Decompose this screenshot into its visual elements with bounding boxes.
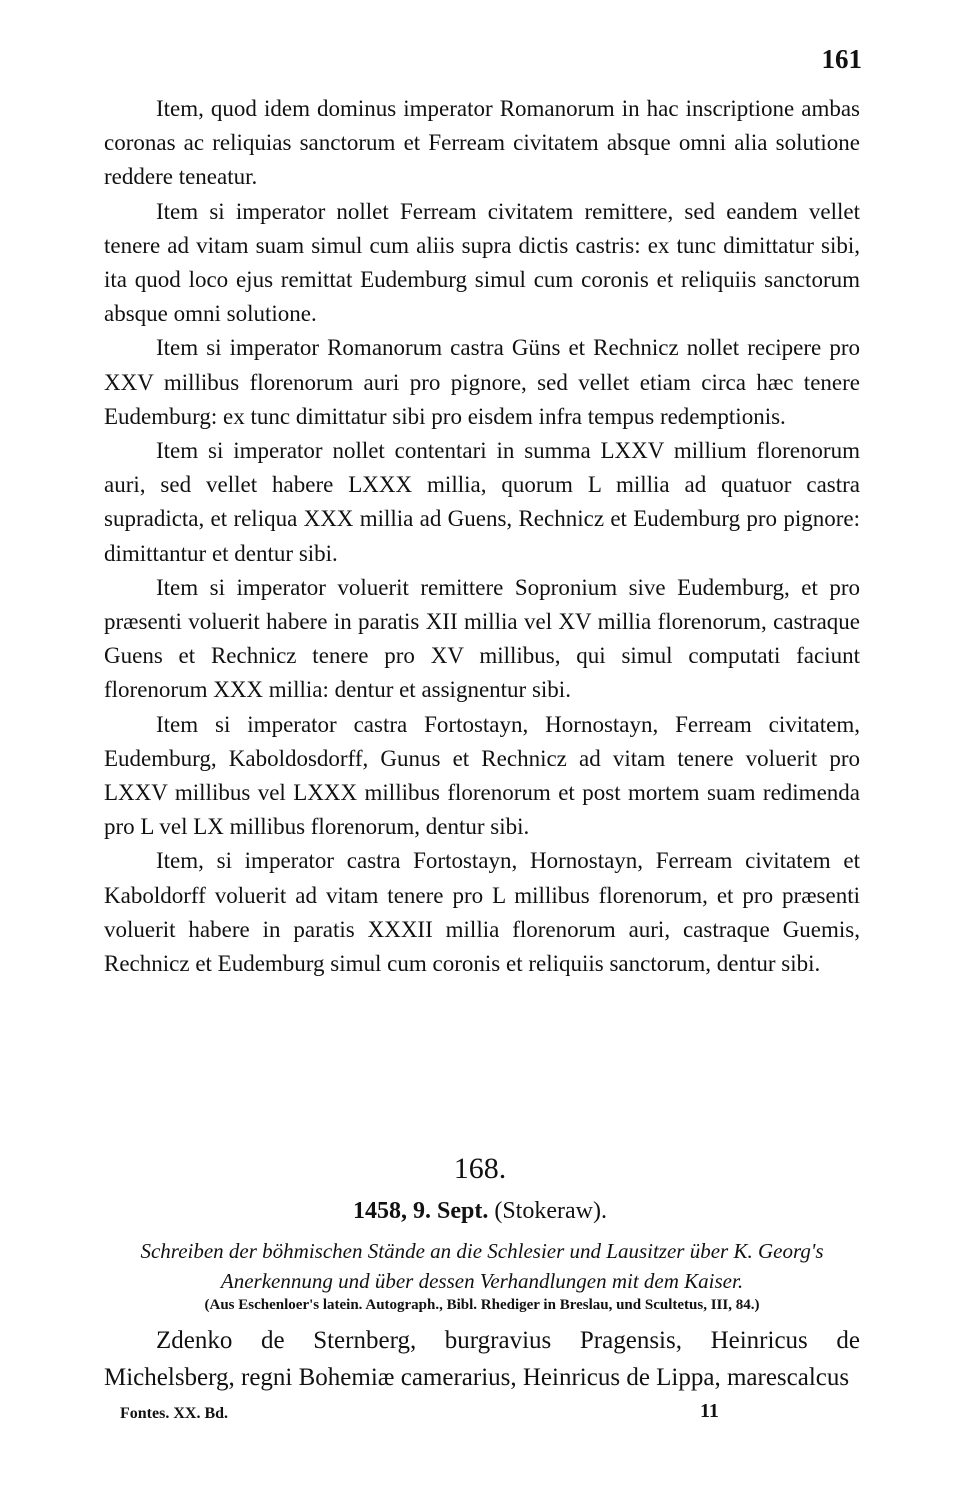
page-number: 161 [821,44,862,74]
date-place: (Stokeraw). [488,1198,607,1224]
paragraph: Zdenko de Sternberg, burgravius Pragensis, Heinricus de Michelsberg, regni Bohemiæ camerarius, Heinricus de Lippa, marescalcus [104,1327,860,1391]
footer-volume: Fontes. XX. Bd. [120,1405,229,1422]
section-number: 168. [453,1152,507,1185]
paragraph: Item, quod idem dominus imperator Romanorum in hac inscriptione ambas coronas ac reliquias sanctorum et Ferream civitatem absque omni alia solutione reddere teneatur. [104,96,860,190]
paragraph: Item si imperator castra Fortostayn, Hornostayn, Ferream civitatem, Eudemburg, Kaboldosdorff, Gunus et Rechnicz ad vitam tenere voluerit pro LXXV millibus vel LXXX millibus florenorum et post mortem suam redimenda pro L vel LX millibus florenorum, dentur sibi. [104,711,860,840]
source-note: (Aus Eschenloer's latein. Autograph., Bibl. Rhediger in Breslau, und Scultetus, III, 84.) [204,1297,760,1313]
paragraph: Item si imperator nollet contentari in summa LXXV millium florenorum auri, sed vellet habere LXXX millia, quorum L millia ad quatuor castra supradicta, et reliqua XXX millia ad Guens, Rechnicz et Eudemburg pro pignore: dimittantur et dentur sibi. [104,438,860,566]
paragraph: Item si imperator Romanorum castra Güns et Rechnicz nollet recipere pro XXV millibus florenorum auri pro pignore, sed vellet etiam circa hæc tenere Eudemburg: ex tunc dimittatur sibi pro eisdem infra tempus redemptionis. [104,335,860,429]
date-bold: 1458, 9. Sept. [353,1198,489,1224]
document-text [104,1322,860,1396]
main-text [104,92,860,981]
document-date [0,1198,960,1225]
paragraph: Item si imperator nollet Ferream civitatem remittere, sed eandem vellet tenere ad vitam suam simul cum aliis supra dictis castris: ex tunc dimittatur sibi, ita quod loco ejus remittat Eudemburg simul cum coronis et reliquiis sanctorum absque omni solutione. [104,198,860,327]
paragraph: Item si imperator voluerit remittere Sopronium sive Eudemburg, et pro præsenti voluerit habere in paratis XII millia vel XV millia florenorum, castraque Guens et Rechnicz tenere pro XV millibus, qui simul computati faciunt florenorum XXX millia: dentur et assignentur sibi. [104,574,860,703]
document-summary: Schreiben der böhmischen Stände an die Schlesier und Lausitzer über K. Georg's Anerkennung und über dessen Verhandlungen mit dem Kaiser. [140,1239,824,1293]
paragraph: Item, si imperator castra Fortostayn, Hornostayn, Ferream civitatem et Kaboldorff voluerit ad vitam tenere pro L millibus florenorum, et pro præsenti voluerit habere in paratis XXXII millia florenorum auri, castraque Guemis, Rechnicz et Eudemburg simul cum coronis et reliquiis sanctorum, dentur sibi. [104,848,860,977]
signature-mark: 11 [700,1400,719,1422]
